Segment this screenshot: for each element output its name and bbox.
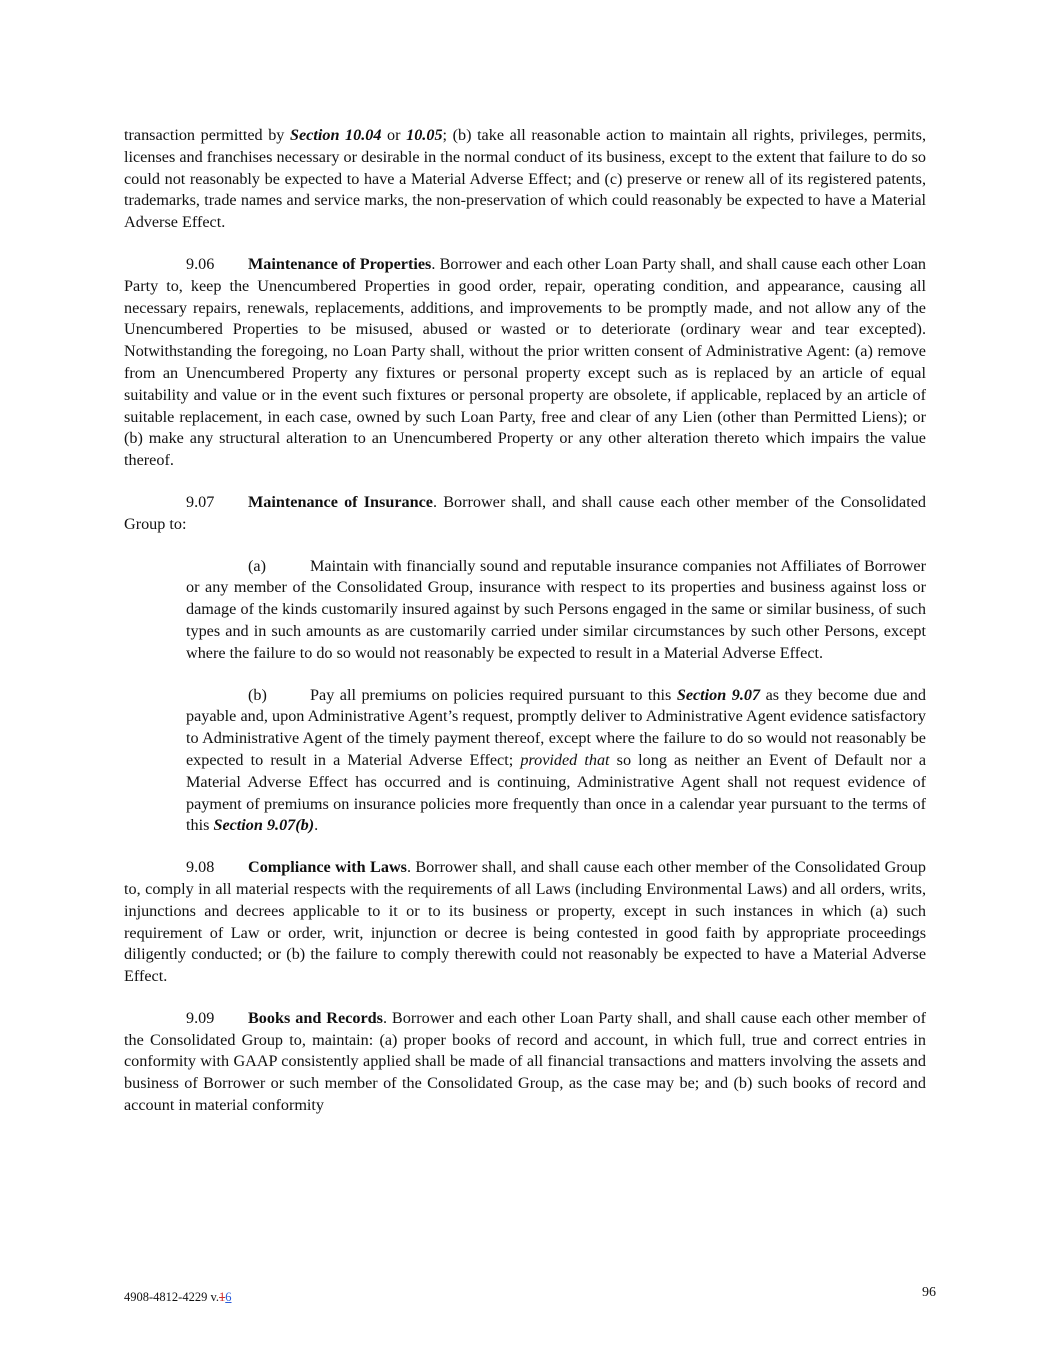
section-heading: Compliance with Laws xyxy=(248,858,407,877)
section-body: . Borrower shall, and shall cause each other member of the Consolidated Group to, comply in all material respects with the requirements of all Laws (including Environmental Laws) and all orders, writs, injunctions and decrees applicable to it or to its business or property, except in such instances in which (a) such requirement of Law or order, writ, injunction or decree is being contested in good faith by appropriate proceedings diligently conducted; or (b) the failure to comply therewith could not reasonably be expected to have a Material Adverse Effect. xyxy=(124,858,926,986)
section-reference: Section 9.07 xyxy=(676,685,761,704)
section-number: 9.08 xyxy=(186,858,215,877)
deleted-version-number: 1 xyxy=(219,1290,226,1304)
section-body: . Borrower shall, and shall cause each other member of the Consolidated Group to: xyxy=(124,492,926,533)
section-number: 9.07 xyxy=(186,492,215,511)
section-heading: Maintenance of Insurance xyxy=(248,492,433,511)
clause-label: (a) xyxy=(248,556,266,575)
section-number: 9.09 xyxy=(186,1008,215,1027)
paragraph-continuation xyxy=(124,125,926,234)
section-reference: 10.05 xyxy=(406,126,443,144)
proviso-phrase: provided that xyxy=(520,750,610,769)
clause-text: Maintain with financially sound and reputable insurance companies not Affiliates of Borrower or any member of the Consolidated Group, insurance with respect to its properties and business against loss or damage of the kinds customarily insured against by such Persons engaged in the same or similar business, of such types and in such amounts as are customarily carried under similar circumstances by such other Persons, except where the failure to do so would not reasonably be expected to result in a Material Adverse Effect. xyxy=(186,556,926,662)
document-page xyxy=(124,125,926,1117)
section-9-08 xyxy=(124,857,926,988)
section-body: . Borrower and each other Loan Party shall, and shall cause each other Loan Party to, keep the Unencumbered Properties in good order, repair, operating condition, and appearance, causing all necessary repairs, renewals, replacements, additions, and improvements to be promptly made, and not allow any of the Unencumbered Properties to be misused, abused or wasted or to deteriorate (ordinary wear and tear excepted). Notwithstanding the foregoing, no Loan Party shall, without the prior written consent of Administrative Agent: (a) remove from an Unencumbered Property any fixtures or personal property except such as is replaced by an article of equal suitability and value or in the event such fixtures or personal property are obsolete, if applicable, replaced by an article of suitable replacement, in each case, owned by such Loan Party, free and clear of any Lien (other than Permitted Liens); or (b) make any structural alteration to an Unencumbered Property or any other alteration thereto which impairs the value thereof. xyxy=(124,254,926,470)
doc-id-text: 4908-4812-4229 v. xyxy=(124,1290,220,1304)
text-run: . xyxy=(314,816,319,835)
section-reference: Section 10.04 xyxy=(289,126,382,144)
section-9-06 xyxy=(124,254,926,472)
text-run: so long as neither an Event of Default nor a Material Adverse Effect has occurred and is continuing, Administrative Agent shall not request evidence of payment of premiums on insurance policies more frequently than once in a calendar year pursuant to the terms of this xyxy=(186,750,927,835)
footer-document-id xyxy=(124,1290,232,1305)
clause-9-07-b xyxy=(186,685,926,838)
text-run: as they become due and payable and, upon Administrative Agent’s request, promptly deliver to Administrative Agent evidence satisfactory to Administrative Agent of the timely payment thereof, except where the failure to do so would not reasonably be expected to result in a Material Adverse Effect; xyxy=(186,685,926,769)
clause-9-07-a xyxy=(186,556,926,665)
section-heading: Books and Records xyxy=(248,1008,383,1027)
section-9-07 xyxy=(124,492,926,536)
section-number: 9.06 xyxy=(186,254,215,273)
page-number: 96 xyxy=(922,1285,936,1300)
section-reference: Section 9.07(b) xyxy=(213,816,315,835)
text-run: ; (b) take all reasonable action to maintain all rights, privileges, permits, licenses and franchises necessary or desirable in the normal conduct of its business, except to the extent that failure to do so could not reasonably be expected to have a Material Adverse Effect; and (c) preserve or renew all of its registered patents, trademarks, trade names and service marks, the non-preservation of which could reasonably be expected to have a Material Adverse Effect. xyxy=(124,126,926,232)
inserted-version-number: 6 xyxy=(225,1290,232,1304)
text-run: or xyxy=(381,126,407,144)
clause-label: (b) xyxy=(248,685,267,704)
text-run: transaction permitted by xyxy=(124,126,290,144)
section-heading: Maintenance of Properties xyxy=(248,254,432,273)
text-run: Pay all premiums on policies required pursuant to this xyxy=(310,685,677,704)
section-body: . Borrower and each other Loan Party shall, and shall cause each other member of the Consolidated Group to, maintain: (a) proper books of record and account, in which full, true and correct entries in conformity with GAAP consistently applied shall be made of all financial transactions and matters involving the assets and business of Borrower or such member of the Consolidated Group, as the case may be; and (b) such books of record and account in material conformity xyxy=(124,1008,926,1115)
section-9-09 xyxy=(124,1008,926,1117)
